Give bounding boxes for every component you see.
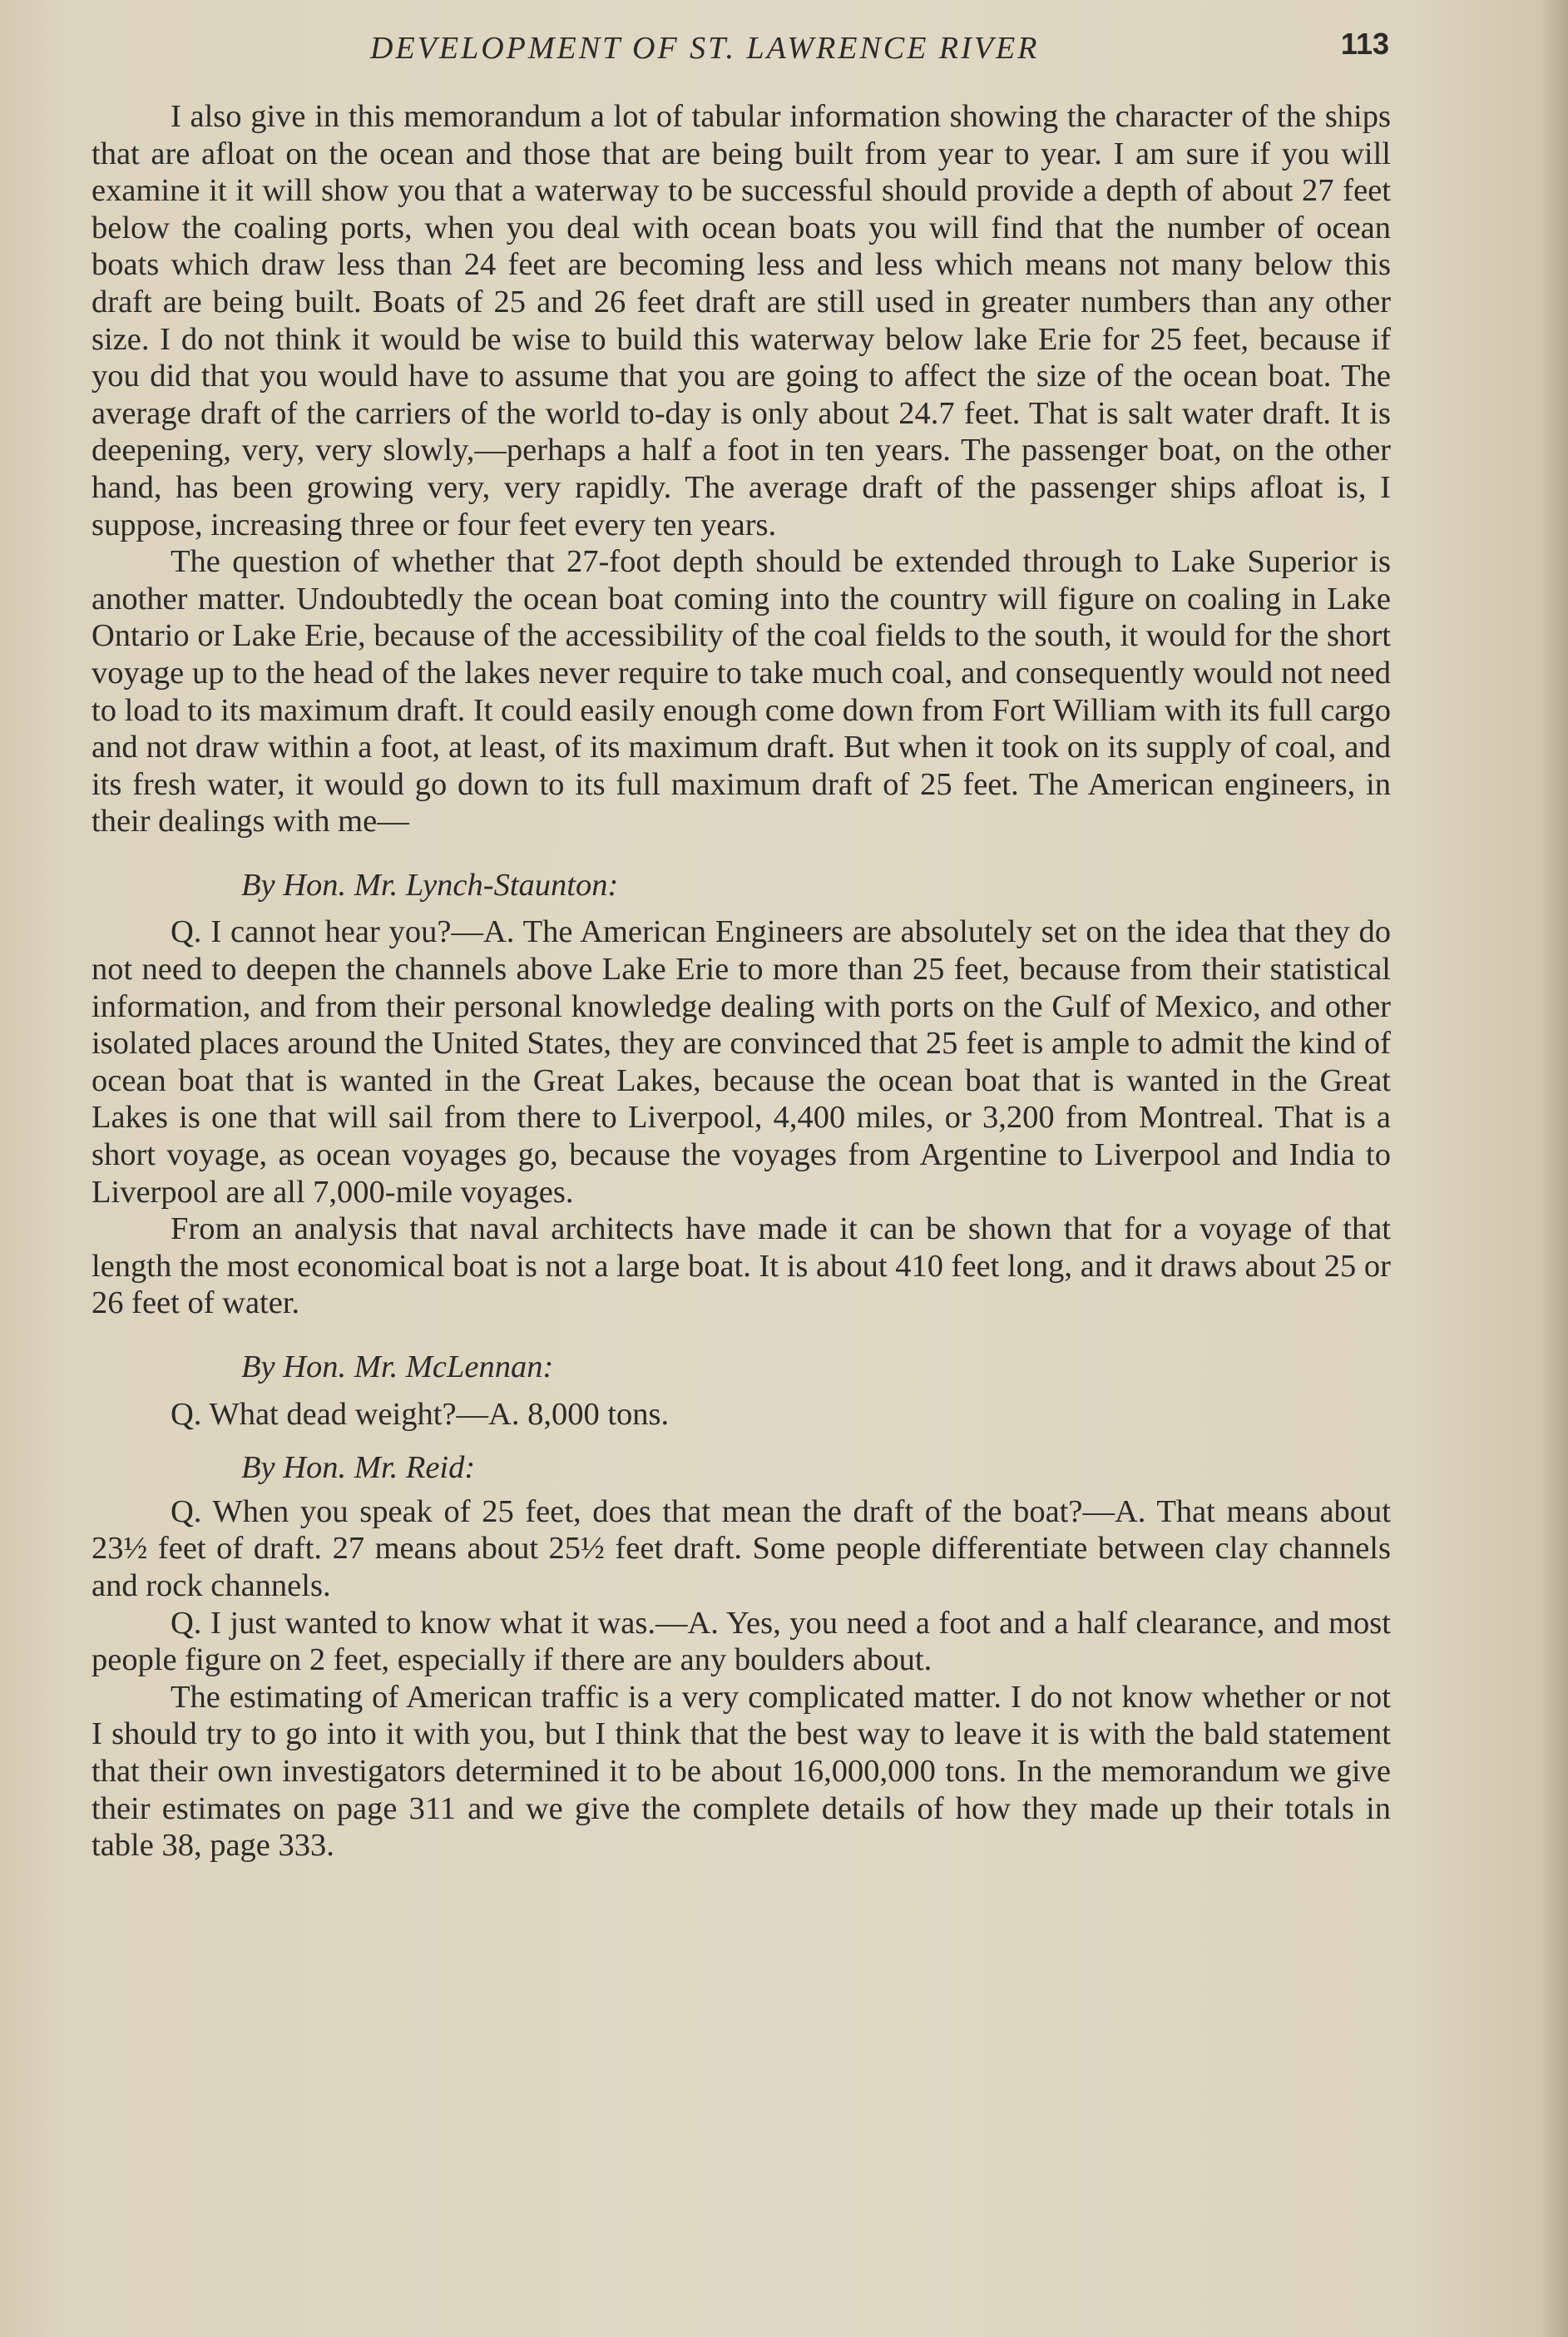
body-text <box>92 98 1391 1864</box>
page-number: 113 <box>1340 27 1389 61</box>
paragraph-qa-dead-weight: Q. What dead weight?—A. 8,000 tons. <box>171 1396 670 1432</box>
paragraph-qa-american-engineers: Q. I cannot hear you?—A. The American Engineers are absolutely set on the idea that they do not need to deepen the channels above Lake Erie to more than 25 feet, because from their statistical information, and from their personal knowledge dealing with ports on the Gulf of Mexico, and other isolated places around the United States, they are convinced that 25 feet is ample to admit the kind of ocean boat that is wanted in the Great Lakes, because the ocean boat that is wanted in the Great Lakes is one that will sail from there to Liverpool, 4,400 miles, or 3,200 from Montreal. That is a short voyage, as ocean voyages go, because the voyages from Argentine to Liverpool and India to Liverpool are all 7,000-mile voyages. <box>92 914 1391 1210</box>
paragraph-lake-superior-depth: The question of whether that 27-foot depth should be extended through to Lake Superior is another matter. Undoubtedly the ocean boat coming into the country will figure on coaling in Lake Ontario or Lake Erie, because of the accessibility of the coal fields to the south, it would for the short voyage up to the head of the lakes never require to take much coal, and consequently would not need to load to its maximum draft. It could easily enough come down from Fort William with its full cargo and not draw within a foot, at least, of its maximum draft. But when it took on its supply of coal, and its fresh water, it would go down to its full maximum draft of 25 feet. The American engineers, in their dealings with me— <box>92 544 1391 839</box>
speaker-lynch-staunton: By Hon. Mr. Lynch-Staunton: <box>241 867 619 903</box>
paragraph-qa-clearance: Q. I just wanted to know what it was.—A. Yes, you need a foot and a half clearance, and most people figure on 2 feet, especially if there are any boulders about. <box>92 1605 1391 1678</box>
page-gutter-shadow <box>1540 0 1568 2337</box>
paragraph-naval-architects: From an analysis that naval architects have made it can be shown that for a voyage of that length the most economical boat is not a large boat. It is about 410 feet long, and it draws about 25 or 26 feet of water. <box>92 1211 1391 1321</box>
paragraph-american-traffic: The estimating of American traffic is a very complicated matter. I do not know whether or not I should try to go into it with you, but I think that the best way to leave it is with the bald statement that their own investigators determined it to be about 16,000,000 tons. In the memorandum we give their estimates on page 311 and we give the complete details of how they made up their totals in table 38, page 333. <box>92 1679 1391 1864</box>
running-title: DEVELOPMENT OF ST. LAWRENCE RIVER <box>370 31 1040 66</box>
paragraph-tabular-information: I also give in this memorandum a lot of tabular information showing the character of the ships that are afloat on the ocean and those that are being built from year to year. I am sure if you will examine it it will show you that a waterway to be successful should provide a depth of about 27 feet below the coaling ports, when you deal with ocean boats you will find that the number of ocean boats which draw less than 24 feet are becoming less and less which means not many below this draft are being built. Boats of 25 and 26 feet draft are still used in greater numbers than any other size. I do not think it would be wise to build this waterway below lake Erie for 25 feet, because if you did that you would have to assume that you are going to affect the size of the ocean boat. The average draft of the carriers of the world to-day is only about 24.7 feet. That is salt water draft. It is deepening, very, very slowly,—perhaps a half a foot in ten years. The passenger boat, on the other hand, has been growing very, very rapidly. The average draft of the passenger ships afloat is, I suppose, increasing three or four feet every ten years. <box>92 99 1391 542</box>
running-header <box>92 23 1389 73</box>
paragraph-qa-draft: Q. When you speak of 25 feet, does that mean the draft of the boat?—A. That means about 23½ feet of draft. 27 means about 25½ feet draft. Some people differentiate between clay channels and rock channels. <box>92 1493 1391 1603</box>
speaker-mclennan: By Hon. Mr. McLennan: <box>241 1349 554 1384</box>
speaker-reid: By Hon. Mr. Reid: <box>241 1450 476 1486</box>
